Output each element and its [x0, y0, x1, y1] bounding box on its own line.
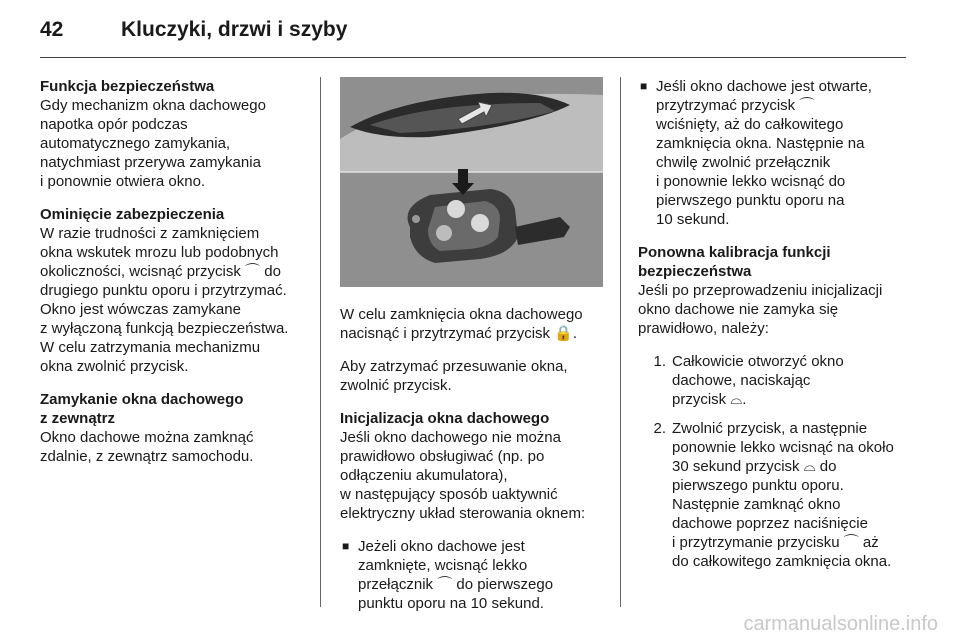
column-1: [40, 77, 312, 480]
list-item: [638, 77, 906, 229]
paragraph-safety-function: Gdy mechanizm okna dachowego napotka opór podczas automatycznego zamykania, natychmiast przerywa zamykania i ponownie otwiera okno.: [40, 97, 266, 190]
list-text: Zwolnić przycisk, a następnie ponownie lekko wcisnąć na około 30 sekund przycisk ⌓ do pierwszego punktu oporu. Następnie zamknąć okno dachowe poprzez naciśnięcie i przytrzymanie przycisku ⌒ aż do całkowitego zamknięcia okna.: [672, 420, 894, 570]
list-text: Całkowicie otworzyć okno dachowe, naciskając przycisk ⌓.: [672, 353, 844, 408]
heading-safety-function: Funkcja bezpieczeństwa: [40, 78, 215, 95]
bullet-text: Jeżeli okno dachowe jest zamknięte, wcisnąć lekko przełącznik ⌒ do pierwszego punktu oporu na 10 sekund.: [358, 538, 554, 612]
heading-recalibration: Ponowna kalibracja funkcji bezpieczeństwa: [638, 244, 831, 280]
bullet-marker: ■: [342, 539, 350, 553]
list-number: 1.: [653, 353, 666, 370]
column-2: [340, 77, 605, 627]
column-3: [638, 77, 906, 581]
heading-close-from-outside: Zamykanie okna dachowego z zewnątrz: [40, 391, 244, 427]
page-number: 42: [40, 18, 64, 41]
paragraph-initialization: Jeśli okno dachowego nie można prawidłowo obsługiwać (np. po odłączeniu akumulatora), w następujący sposób uaktywnić elektryczny układ sterowania oknem:: [340, 429, 586, 522]
bullet-text: Jeśli okno dachowe jest otwarte, przytrzymać przycisk ⌒ wciśnięty, aż do całkowitego zamknięcia okna. Następnie na chwilę zwolnić przełącznik i ponownie lekko wcisnąć do pierwszego punktu oporu na 10 sekund.: [656, 78, 872, 228]
column-divider-2: [620, 77, 621, 607]
header-rule: [40, 57, 906, 58]
list-item: [642, 352, 906, 409]
heading-initialization: Inicjalizacja okna dachowego: [340, 410, 550, 427]
footer-watermark: carmanualsonline.info: [743, 613, 938, 635]
page-title: Kluczyki, drzwi i szyby: [121, 18, 348, 41]
paragraph-close-from-outside: Okno dachowe można zamknąć zdalnie, z zewnątrz samochodu.: [40, 429, 254, 465]
paragraph-stop-movement: Aby zatrzymać przesuwanie okna, zwolnić przycisk.: [340, 358, 568, 394]
paragraph-override-protection: W razie trudności z zamknięciem okna wskutek mrozu lub podobnych okoliczności, wcisnąć przycisk ⌒ do drugiego punktu oporu i przytrzymać. Okno jest wówczas zamykane z wyłączoną funkcją bezpieczeństwa. W celu zatrzymania mechanizmu okna zwolnić przycisk.: [40, 225, 289, 375]
numbered-list: [638, 352, 906, 571]
list-item: [642, 419, 906, 571]
list-item: [340, 537, 605, 613]
key-sunroof-illustration: [340, 77, 603, 287]
heading-override-protection: Ominięcie zabezpieczenia: [40, 206, 225, 223]
bullet-marker: ■: [640, 79, 648, 93]
illustration-key-sunroof: [340, 77, 603, 287]
paragraph-recalibration: Jeśli po przeprowadzeniu inicjalizacji okno dachowe nie zamyka się prawidłowo, należy:: [638, 282, 883, 337]
column-divider-1: [320, 77, 321, 607]
paragraph-close-sunroof: W celu zamknięcia okna dachowego nacisnąć i przytrzymać przycisk 🔒.: [340, 306, 583, 342]
list-number: 2.: [653, 420, 666, 437]
